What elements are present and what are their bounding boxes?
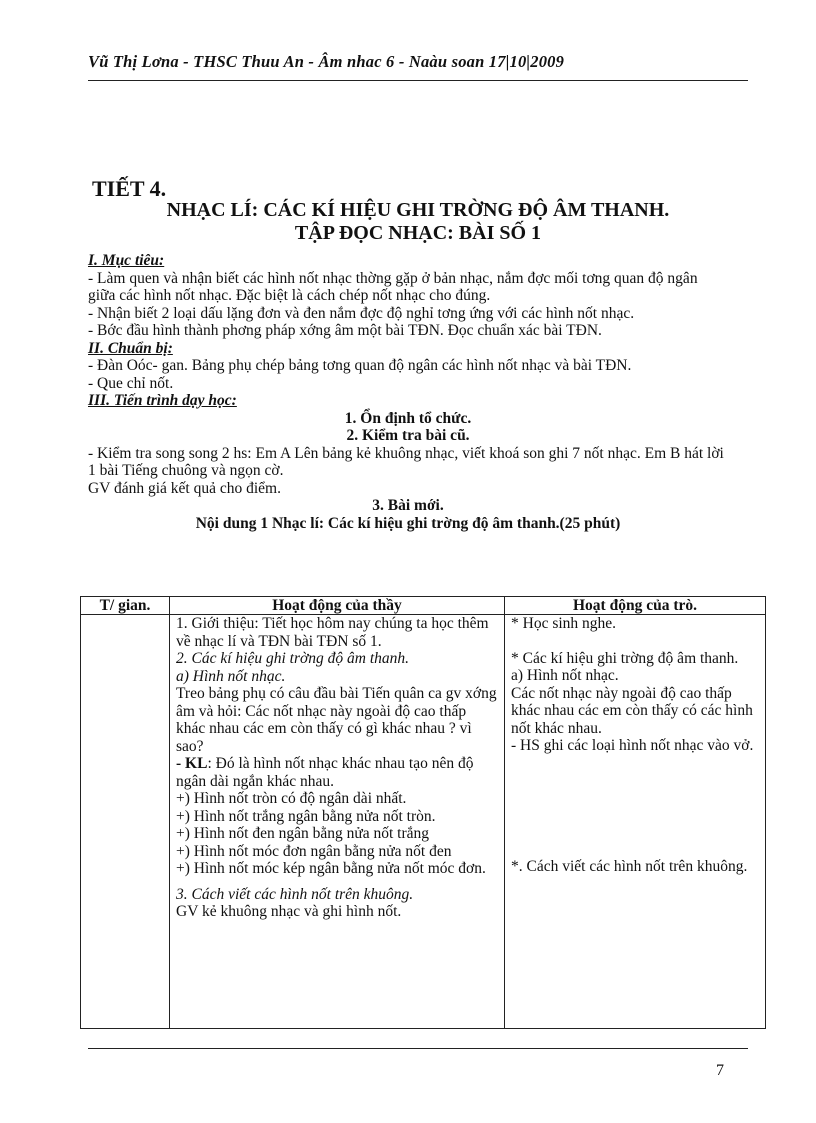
objective-item: - Bớc đầu hình thành phơng pháp xớng âm một bài TĐN. Đọc chuẩn xác bài TĐN.: [88, 322, 602, 339]
spacer: [511, 755, 759, 858]
preparation-item: - Đàn Oóc- gan. Bảng phụ chép bảng tơng quan độ ngân các hình nốt nhạc và bài TĐN.: [88, 357, 632, 374]
teacher-step: GV kẻ khuông nhạc và ghi hình nốt.: [176, 903, 402, 920]
content-heading: Nội dung 1 Nhạc lí: Các kí hiệu ghi trờng độ âm thanh.(25 phút): [195, 514, 621, 532]
header-time: T/ gian.: [81, 597, 170, 615]
time-cell: [81, 615, 170, 1029]
conclusion-label: - KL: [176, 755, 208, 772]
student-activity-cell: [505, 615, 766, 1029]
teacher-step: 2. Các kí hiệu ghi trờng độ âm thanh.: [176, 650, 410, 667]
teacher-step: a) Hình nốt nhạc.: [176, 667, 286, 685]
student-step: - HS ghi các loại hình nốt nhạc vào vở.: [511, 737, 754, 754]
objective-item: - Nhận biết 2 loại dấu lặng đơn và đen nắm đợc độ nghỉ tơng ứng với các hình nốt nhạc.: [88, 304, 635, 322]
student-step: a) Hình nốt nhạc.: [511, 667, 619, 684]
preparation-item: - Que chỉ nốt.: [88, 374, 174, 392]
page-header: Vũ Thị Lơna - THSC Thuu An - Âm nhac 6 - Naàu soan 17|10|2009: [88, 52, 565, 71]
section-heading-procedure: III. Tiến trình dạy học:: [88, 392, 237, 409]
student-step: Các nốt nhạc này ngoài độ cao thấp khác nhau các em còn thấy có các hình nốt khác nhau.: [511, 684, 753, 737]
lesson-title-line2: TẬP ĐỌC NHẠC: BÀI SỐ 1: [294, 222, 542, 244]
section-heading-objectives: I. Mục tiêu:: [88, 252, 165, 269]
lesson-activity-table: [80, 596, 766, 1029]
page-number: 7: [716, 1062, 724, 1079]
header-student-activity: Hoạt động của trò.: [505, 597, 766, 615]
objective-item: - Làm quen và nhận biết các hình nốt nhạc thờng gặp ở bản nhạc, nắm đợc mối tơng quan độ ngân giữa các hình nốt nhạc. Đặc biệt là cách chép nốt nhạc cho đúng.: [88, 269, 698, 304]
table-header-row: [81, 597, 766, 615]
teacher-step: +) Hình nốt đen ngân bằng nửa nốt trắng: [176, 825, 430, 842]
step-review: 2. Kiểm tra bài cũ.: [346, 427, 470, 444]
teacher-step: +) Hình nốt móc kép ngân bằng nửa nốt móc đơn.: [176, 860, 486, 877]
step-new-lesson: 3. Bài mới.: [372, 497, 444, 514]
lesson-title: [88, 199, 748, 245]
header-divider: [88, 80, 748, 81]
teacher-step: +) Hình nốt tròn có độ ngân dài nhất.: [176, 790, 407, 807]
teacher-activity-cell: [170, 615, 505, 1029]
table-row: [81, 615, 766, 1029]
footer-divider: [88, 1048, 748, 1049]
spacer: [176, 878, 498, 886]
review-item: GV đánh giá kết quả cho điểm.: [88, 479, 281, 497]
step-organization: 1. Ổn định tổ chức.: [344, 409, 472, 427]
teacher-step: 3. Cách viết các hình nốt trên khuông.: [176, 885, 414, 903]
review-item: - Kiểm tra song song 2 hs: Em A Lên bảng kẻ khuông nhạc, viết khoá son ghi 7 nốt nhạc. Em B hát lời 1 bài Tiếng chuông và ngọn cờ.: [88, 444, 724, 479]
lesson-title-line1: NHẠC LÍ: CÁC KÍ HIỆU GHI TRỜNG ĐỘ ÂM THANH.: [166, 199, 670, 221]
teacher-conclusion: [176, 755, 498, 790]
spacer: [511, 633, 759, 650]
student-step: *. Cách viết các hình nốt trên khuông.: [511, 857, 748, 875]
teacher-step: Treo bảng phụ có câu đầu bài Tiến quân ca gv xớng âm và hỏi: Các nốt nhạc này ngoài độ cao thấp khác nhau các em còn thấy có gì khác nhau ? vì sao?: [176, 685, 497, 755]
student-step: * Học sinh nghe.: [511, 615, 617, 632]
teacher-step: +) Hình nốt móc đơn ngân bằng nửa nốt đen: [176, 842, 452, 860]
teacher-step: +) Hình nốt trắng ngân bằng nửa nốt tròn.: [176, 807, 436, 825]
conclusion-text: : Đó là hình nốt nhạc khác nhau tạo nên độ ngân dài ngắn khác nhau.: [176, 755, 474, 790]
student-step: * Các kí hiệu ghi trờng độ âm thanh.: [511, 649, 739, 667]
lesson-body: [88, 252, 728, 532]
lesson-number: TIẾT 4.: [92, 176, 167, 201]
teacher-step: 1. Giới thiệu: Tiết học hôm nay chúng ta học thêm về nhạc lí và TĐN bài TĐN số 1.: [176, 615, 489, 650]
header-teacher-activity: Hoạt động của thầy: [170, 597, 505, 615]
section-heading-preparation: II. Chuẩn bị:: [88, 339, 173, 357]
